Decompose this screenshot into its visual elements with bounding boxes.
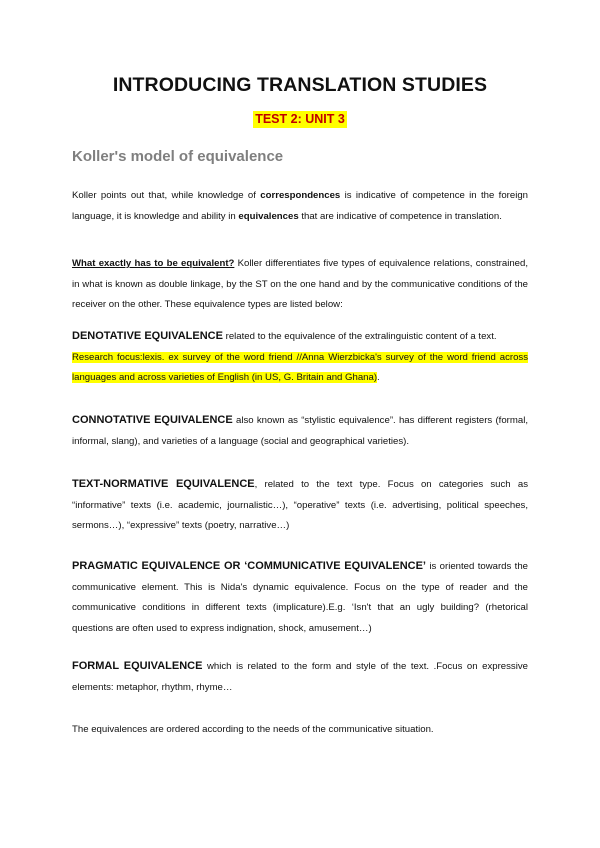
intro-text-1: Koller points out that, while knowledge of <box>72 190 261 201</box>
equivalence-question-text: Koller differentiates five types of equivalence relations, constrained, in what is known as double linkage, by the ST on the one hand and by the communicative conditions of the receiver on the other. These equivalence types are listed below: <box>72 258 528 310</box>
intro-text-2: is indicative of competence in the foreign language, it is knowledge and ability in <box>72 190 528 222</box>
equivalences-term: equivalences <box>238 210 299 222</box>
connotative-heading: CONNOTATIVE EQUIVALENCE <box>72 414 233 426</box>
equivalence-question-paragraph <box>72 254 528 316</box>
closing-paragraph: The equivalences are ordered according to the needs of the communicative situation. <box>72 724 434 735</box>
pragmatic-paragraph <box>72 556 528 639</box>
connotative-text: also known as “stylistic equivalence”. has different registers (formal, informal, slang), and varieties of a language (social and geographical varieties). <box>72 415 528 447</box>
section-heading: Koller's model of equivalence <box>72 148 284 165</box>
denotative-paragraph <box>72 326 528 389</box>
formal-paragraph <box>72 656 528 698</box>
formal-text: which is related to the form and style of the text. .Focus on expressive elements: metaphor, rhythm, rhyme… <box>72 661 528 693</box>
denotative-text: related to the equivalence of the extralinguistic content of a text. <box>222 331 497 342</box>
subtitle-wrapper <box>0 110 600 128</box>
page-title: INTRODUCING TRANSLATION STUDIES <box>112 74 488 96</box>
pragmatic-text: is oriented towards the communicative element. This is Nida's dynamic equivalence. Focus on the type of reader and the communicative conditions in different texts (implicature).E.g. ‘Isn't that an ugly building? (rhetorical questions are often used to express indignation, shock, amusement…) <box>72 561 528 634</box>
intro-text-3: that are indicative of competence in translation. <box>298 210 502 222</box>
text-normative-paragraph <box>72 474 528 537</box>
denotative-research-highlight: Research focus:lexis. ex survey of the word friend //Anna Wierzbicka's survey of the word friend across languages and across varieties of English (in US, G. Britain and Ghana) <box>72 351 528 383</box>
denotative-heading: DENOTATIVE EQUIVALENCE <box>72 330 223 342</box>
denotative-end: . <box>377 372 380 383</box>
text-normative-heading: TEXT-NORMATIVE EQUIVALENCE <box>72 478 255 490</box>
connotative-paragraph <box>72 410 528 452</box>
test-unit-subtitle: TEST 2: UNIT 3 <box>255 112 345 126</box>
pragmatic-heading: PRAGMATIC EQUIVALENCE OR ‘COMMUNICATIVE EQUIVALENCE’ <box>72 560 426 572</box>
text-normative-text: , related to the text type. Focus on categories such as “informative” texts (i.e. academic, journalistic…), “operative” texts (i.e. advertising, political speeches, sermons…), “expressive” texts (poetry, narrative…) <box>72 479 529 531</box>
equivalence-question: What exactly has to be equivalent? <box>72 258 235 269</box>
formal-heading: FORMAL EQUIVALENCE <box>72 660 203 672</box>
correspondences-term: correspondences <box>260 190 341 201</box>
intro-paragraph <box>72 186 528 227</box>
